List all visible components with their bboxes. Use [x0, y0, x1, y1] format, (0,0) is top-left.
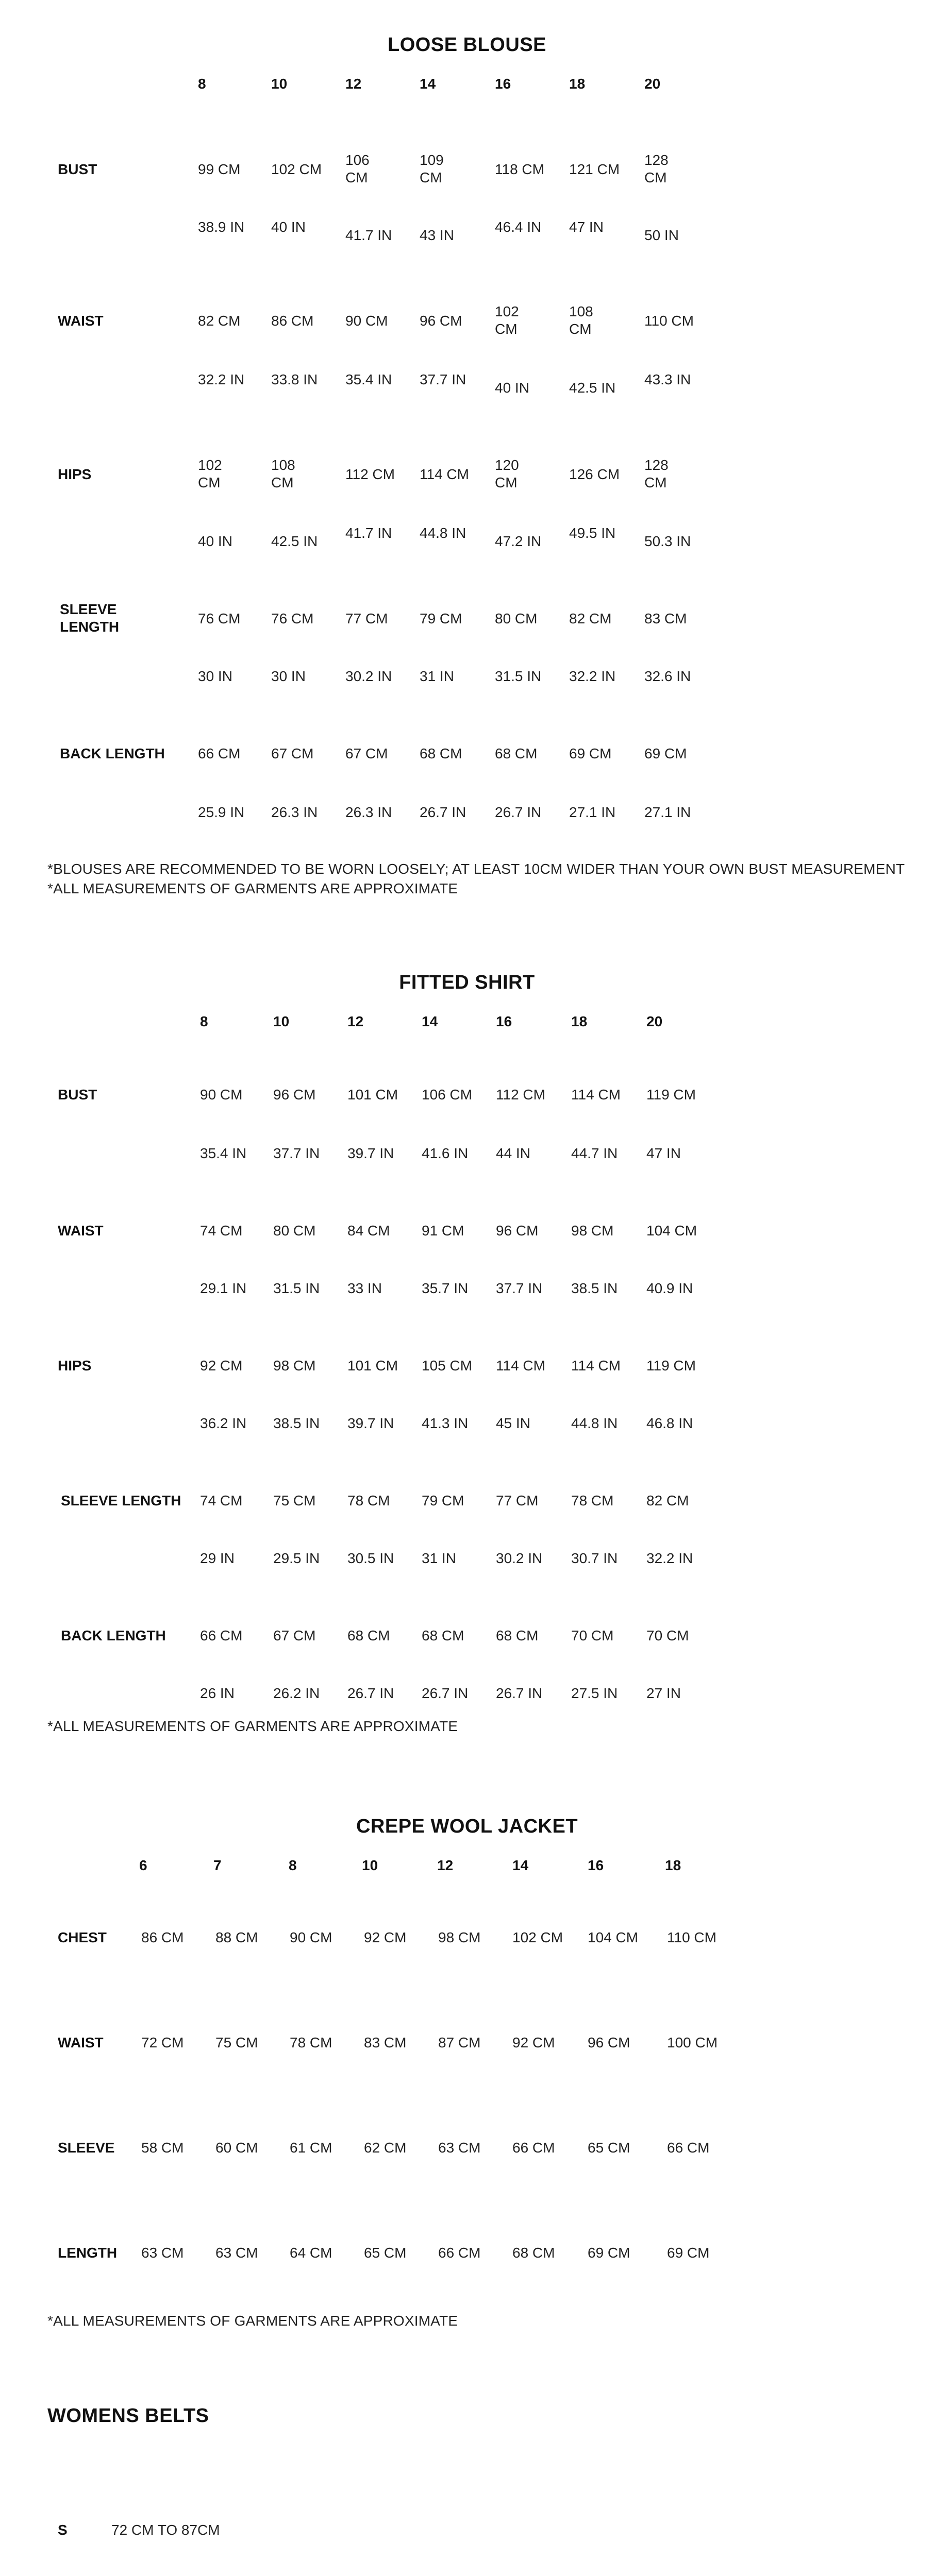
- cm-value: 101 CM: [347, 1087, 398, 1103]
- in-value: 36.2 IN: [200, 1415, 247, 1431]
- cm-value: 112 CM: [345, 466, 395, 482]
- cm-value: 109 CM: [420, 152, 444, 185]
- size-header: 12: [437, 1857, 454, 1873]
- in-value: 37.7 IN: [273, 1145, 320, 1161]
- in-value: 26.7 IN: [495, 804, 542, 820]
- in-value: 43.3 IN: [644, 371, 691, 387]
- cm-value: 100 CM: [667, 2035, 718, 2050]
- in-value: 50 IN: [644, 227, 679, 243]
- cm-value: 70 CM: [646, 1628, 689, 1643]
- footnote: *ALL MEASUREMENTS OF GARMENTS ARE APPROXIMATE: [47, 2313, 458, 2329]
- row-label-waist: WAIST: [58, 313, 104, 329]
- in-value: 49.5 IN: [569, 525, 616, 541]
- cm-value: 67 CM: [271, 745, 314, 761]
- cm-value: 82 CM: [569, 611, 612, 626]
- cm-value: 105 CM: [422, 1358, 473, 1374]
- row-label-sleeve: SLEEVE: [58, 2140, 115, 2156]
- cm-value: 104 CM: [646, 1223, 697, 1239]
- cm-value: 106 CM: [422, 1087, 473, 1103]
- cm-value: 77 CM: [345, 611, 388, 626]
- cm-value: 110 CM: [667, 1929, 716, 1945]
- in-value: 50.3 IN: [644, 533, 691, 549]
- cm-value: 121 CM: [569, 161, 620, 177]
- cm-value: 91 CM: [422, 1223, 464, 1239]
- in-value: 46.4 IN: [495, 219, 542, 235]
- in-value: 30.2 IN: [345, 668, 392, 684]
- footnote: *BLOUSES ARE RECOMMENDED TO BE WORN LOOSELY; AT LEAST 10CM WIDER THAN YOUR OWN BUST MEASUREMENT: [47, 861, 905, 877]
- cm-value: 96 CM: [588, 2035, 630, 2050]
- cm-value: 58 CM: [141, 2140, 184, 2156]
- cm-value: 128 CM: [644, 152, 669, 185]
- row-label-back-length: BACK LENGTH: [60, 745, 165, 761]
- in-value: 30 IN: [198, 668, 232, 684]
- loose-blouse-title: LOOSE BLOUSE: [388, 34, 546, 56]
- cm-value: 76 CM: [198, 611, 241, 626]
- cm-value: 87 CM: [438, 2035, 481, 2050]
- cm-value: 102 CM: [271, 161, 322, 177]
- row-label-hips: HIPS: [58, 466, 92, 482]
- cm-value: 92 CM: [364, 1929, 407, 1945]
- row-label-bust: BUST: [58, 161, 97, 177]
- cm-value: 68 CM: [422, 1628, 464, 1643]
- cm-value: 101 CM: [347, 1358, 398, 1374]
- in-value: 31.5 IN: [495, 668, 542, 684]
- belt-size-label: S: [58, 2522, 68, 2538]
- in-value: 44.7 IN: [571, 1145, 618, 1161]
- cm-value: 78 CM: [347, 1493, 390, 1509]
- size-header: 20: [644, 76, 661, 92]
- cm-value: 84 CM: [347, 1223, 390, 1239]
- cm-value: 69 CM: [569, 745, 612, 761]
- cm-value: 68 CM: [512, 2245, 555, 2261]
- cm-value: 92 CM: [200, 1358, 243, 1374]
- cm-value: 75 CM: [273, 1493, 316, 1509]
- cm-value: 61 CM: [290, 2140, 332, 2156]
- size-header: 12: [347, 1013, 364, 1029]
- in-value: 30 IN: [271, 668, 306, 684]
- in-value: 30.5 IN: [347, 1550, 394, 1566]
- cm-value: 79 CM: [422, 1493, 464, 1509]
- cm-value: 102 CM: [198, 457, 222, 490]
- cm-value: 80 CM: [495, 611, 538, 626]
- cm-value: 108 CM: [271, 457, 295, 490]
- cm-value: 83 CM: [364, 2035, 407, 2050]
- in-value: 29 IN: [200, 1550, 235, 1566]
- cm-value: 114 CM: [420, 466, 469, 482]
- crepe-wool-jacket-title: CREPE WOOL JACKET: [356, 1816, 578, 1837]
- cm-value: 96 CM: [273, 1087, 316, 1103]
- in-value: 39.7 IN: [347, 1145, 394, 1161]
- cm-value: 86 CM: [271, 313, 314, 329]
- cm-value: 67 CM: [273, 1628, 316, 1643]
- row-label-back-length: BACK LENGTH: [61, 1628, 166, 1643]
- in-value: 27.1 IN: [644, 804, 691, 820]
- cm-value: 72 CM: [141, 2035, 184, 2050]
- cm-value: 106 CM: [345, 152, 370, 185]
- size-header: 10: [271, 76, 288, 92]
- cm-value: 88 CM: [215, 1929, 258, 1945]
- in-value: 26.3 IN: [345, 804, 392, 820]
- cm-value: 60 CM: [215, 2140, 258, 2156]
- cm-value: 110 CM: [644, 313, 694, 329]
- row-label-length: LENGTH: [58, 2245, 118, 2261]
- in-value: 29.1 IN: [200, 1280, 247, 1296]
- in-value: 38.5 IN: [273, 1415, 320, 1431]
- in-value: 35.7 IN: [422, 1280, 469, 1296]
- cm-value: 62 CM: [364, 2140, 407, 2156]
- size-header: 7: [213, 1857, 222, 1873]
- cm-value: 69 CM: [667, 2245, 710, 2261]
- cm-value: 118 CM: [495, 161, 544, 177]
- cm-value: 78 CM: [571, 1493, 614, 1509]
- cm-value: 83 CM: [644, 611, 687, 626]
- in-value: 46.8 IN: [646, 1415, 693, 1431]
- size-header: 6: [139, 1857, 147, 1873]
- row-label-waist: WAIST: [58, 2035, 104, 2050]
- size-header: 8: [289, 1857, 297, 1873]
- in-value: 44.8 IN: [571, 1415, 618, 1431]
- in-value: 31 IN: [420, 668, 454, 684]
- in-value: 26 IN: [200, 1685, 235, 1701]
- cm-value: 98 CM: [438, 1929, 481, 1945]
- cm-value: 114 CM: [571, 1358, 621, 1374]
- in-value: 33 IN: [347, 1280, 382, 1296]
- cm-value: 63 CM: [215, 2245, 258, 2261]
- row-label-sleeve-length: SLEEVE LENGTH: [61, 1493, 181, 1509]
- in-value: 41.6 IN: [422, 1145, 469, 1161]
- size-header: 18: [571, 1013, 588, 1029]
- belt-size-range: 72 CM TO 87CM: [111, 2522, 220, 2538]
- size-header: 8: [198, 76, 206, 92]
- cm-value: 119 CM: [646, 1087, 696, 1103]
- row-label-waist: WAIST: [58, 1223, 104, 1239]
- cm-value: 69 CM: [644, 745, 687, 761]
- size-header: 14: [420, 76, 436, 92]
- in-value: 33.8 IN: [271, 371, 318, 387]
- cm-value: 102 CM: [512, 1929, 563, 1945]
- cm-value: 92 CM: [512, 2035, 555, 2050]
- in-value: 32.6 IN: [644, 668, 691, 684]
- cm-value: 112 CM: [496, 1087, 545, 1103]
- in-value: 47 IN: [646, 1145, 681, 1161]
- cm-value: 102 CM: [495, 303, 519, 337]
- size-header: 16: [588, 1857, 604, 1873]
- size-header: 10: [273, 1013, 290, 1029]
- cm-value: 74 CM: [200, 1493, 243, 1509]
- in-value: 35.4 IN: [200, 1145, 247, 1161]
- size-header: 16: [496, 1013, 512, 1029]
- in-value: 32.2 IN: [569, 668, 616, 684]
- in-value: 26.7 IN: [420, 804, 466, 820]
- in-value: 40 IN: [198, 533, 232, 549]
- cm-value: 96 CM: [496, 1223, 539, 1239]
- in-value: 44 IN: [496, 1145, 530, 1161]
- in-value: 43 IN: [420, 227, 454, 243]
- cm-value: 66 CM: [667, 2140, 710, 2156]
- row-label-hips: HIPS: [58, 1358, 92, 1374]
- size-header: 14: [512, 1857, 529, 1873]
- cm-value: 66 CM: [438, 2245, 481, 2261]
- cm-value: 78 CM: [290, 2035, 332, 2050]
- size-header: 14: [422, 1013, 438, 1029]
- cm-value: 126 CM: [569, 466, 620, 482]
- in-value: 40 IN: [495, 380, 529, 396]
- in-value: 37.7 IN: [496, 1280, 543, 1296]
- cm-value: 63 CM: [141, 2245, 184, 2261]
- cm-value: 74 CM: [200, 1223, 243, 1239]
- cm-value: 86 CM: [141, 1929, 184, 1945]
- cm-value: 79 CM: [420, 611, 462, 626]
- cm-value: 114 CM: [496, 1358, 545, 1374]
- in-value: 31.5 IN: [273, 1280, 320, 1296]
- in-value: 40.9 IN: [646, 1280, 693, 1296]
- in-value: 26.7 IN: [496, 1685, 543, 1701]
- cm-value: 68 CM: [496, 1628, 539, 1643]
- cm-value: 65 CM: [588, 2140, 630, 2156]
- cm-value: 77 CM: [496, 1493, 539, 1509]
- womens-belts-title: WOMENS BELTS: [47, 2405, 209, 2427]
- in-value: 41.3 IN: [422, 1415, 469, 1431]
- cm-value: 66 CM: [512, 2140, 555, 2156]
- cm-value: 114 CM: [571, 1087, 621, 1103]
- in-value: 42.5 IN: [271, 533, 318, 549]
- cm-value: 128 CM: [644, 457, 669, 490]
- cm-value: 63 CM: [438, 2140, 481, 2156]
- in-value: 39.7 IN: [347, 1415, 394, 1431]
- cm-value: 69 CM: [588, 2245, 630, 2261]
- size-header: 18: [569, 76, 586, 92]
- cm-value: 96 CM: [420, 313, 462, 329]
- in-value: 25.9 IN: [198, 804, 245, 820]
- cm-value: 120 CM: [495, 457, 519, 490]
- in-value: 29.5 IN: [273, 1550, 320, 1566]
- cm-value: 80 CM: [273, 1223, 316, 1239]
- footnote: *ALL MEASUREMENTS OF GARMENTS ARE APPROXIMATE: [47, 1718, 458, 1734]
- cm-value: 98 CM: [273, 1358, 316, 1374]
- in-value: 41.7 IN: [345, 227, 392, 243]
- size-header: 16: [495, 76, 511, 92]
- in-value: 27 IN: [646, 1685, 681, 1701]
- size-header: 20: [646, 1013, 663, 1029]
- row-label-bust: BUST: [58, 1087, 97, 1103]
- in-value: 44.8 IN: [420, 525, 466, 541]
- size-header: 18: [665, 1857, 681, 1873]
- in-value: 47 IN: [569, 219, 604, 235]
- cm-value: 98 CM: [571, 1223, 614, 1239]
- cm-value: 67 CM: [345, 745, 388, 761]
- in-value: 32.2 IN: [646, 1550, 693, 1566]
- in-value: 26.2 IN: [273, 1685, 320, 1701]
- in-value: 38.5 IN: [571, 1280, 618, 1296]
- in-value: 38.9 IN: [198, 219, 245, 235]
- in-value: 41.7 IN: [345, 525, 392, 541]
- cm-value: 70 CM: [571, 1628, 614, 1643]
- in-value: 32.2 IN: [198, 371, 245, 387]
- size-header: 8: [200, 1013, 208, 1029]
- cm-value: 64 CM: [290, 2245, 332, 2261]
- in-value: 31 IN: [422, 1550, 456, 1566]
- in-value: 40 IN: [271, 219, 306, 235]
- cm-value: 66 CM: [198, 745, 241, 761]
- in-value: 26.7 IN: [347, 1685, 394, 1701]
- cm-value: 82 CM: [646, 1493, 689, 1509]
- cm-value: 119 CM: [646, 1358, 696, 1374]
- footnote: *ALL MEASUREMENTS OF GARMENTS ARE APPROXIMATE: [47, 880, 458, 896]
- size-header: 12: [345, 76, 362, 92]
- cm-value: 108 CM: [569, 303, 593, 337]
- cm-value: 68 CM: [347, 1628, 390, 1643]
- row-label-chest: CHEST: [58, 1929, 107, 1945]
- cm-value: 65 CM: [364, 2245, 407, 2261]
- in-value: 42.5 IN: [569, 380, 616, 396]
- fitted-shirt-title: FITTED SHIRT: [399, 972, 535, 993]
- in-value: 26.7 IN: [422, 1685, 469, 1701]
- in-value: 27.5 IN: [571, 1685, 618, 1701]
- in-value: 30.7 IN: [571, 1550, 618, 1566]
- in-value: 35.4 IN: [345, 371, 392, 387]
- cm-value: 99 CM: [198, 161, 241, 177]
- in-value: 30.2 IN: [496, 1550, 543, 1566]
- cm-value: 75 CM: [215, 2035, 258, 2050]
- in-value: 37.7 IN: [420, 371, 466, 387]
- in-value: 26.3 IN: [271, 804, 318, 820]
- in-value: 45 IN: [496, 1415, 530, 1431]
- cm-value: 90 CM: [345, 313, 388, 329]
- cm-value: 82 CM: [198, 313, 241, 329]
- cm-value: 68 CM: [495, 745, 538, 761]
- row-label-sleeve-length: SLEEVE LENGTH: [60, 601, 120, 635]
- in-value: 27.1 IN: [569, 804, 616, 820]
- cm-value: 68 CM: [420, 745, 462, 761]
- cm-value: 104 CM: [588, 1929, 639, 1945]
- in-value: 47.2 IN: [495, 533, 542, 549]
- cm-value: 66 CM: [200, 1628, 243, 1643]
- size-header: 10: [362, 1857, 378, 1873]
- cm-value: 76 CM: [271, 611, 314, 626]
- cm-value: 90 CM: [290, 1929, 332, 1945]
- cm-value: 90 CM: [200, 1087, 243, 1103]
